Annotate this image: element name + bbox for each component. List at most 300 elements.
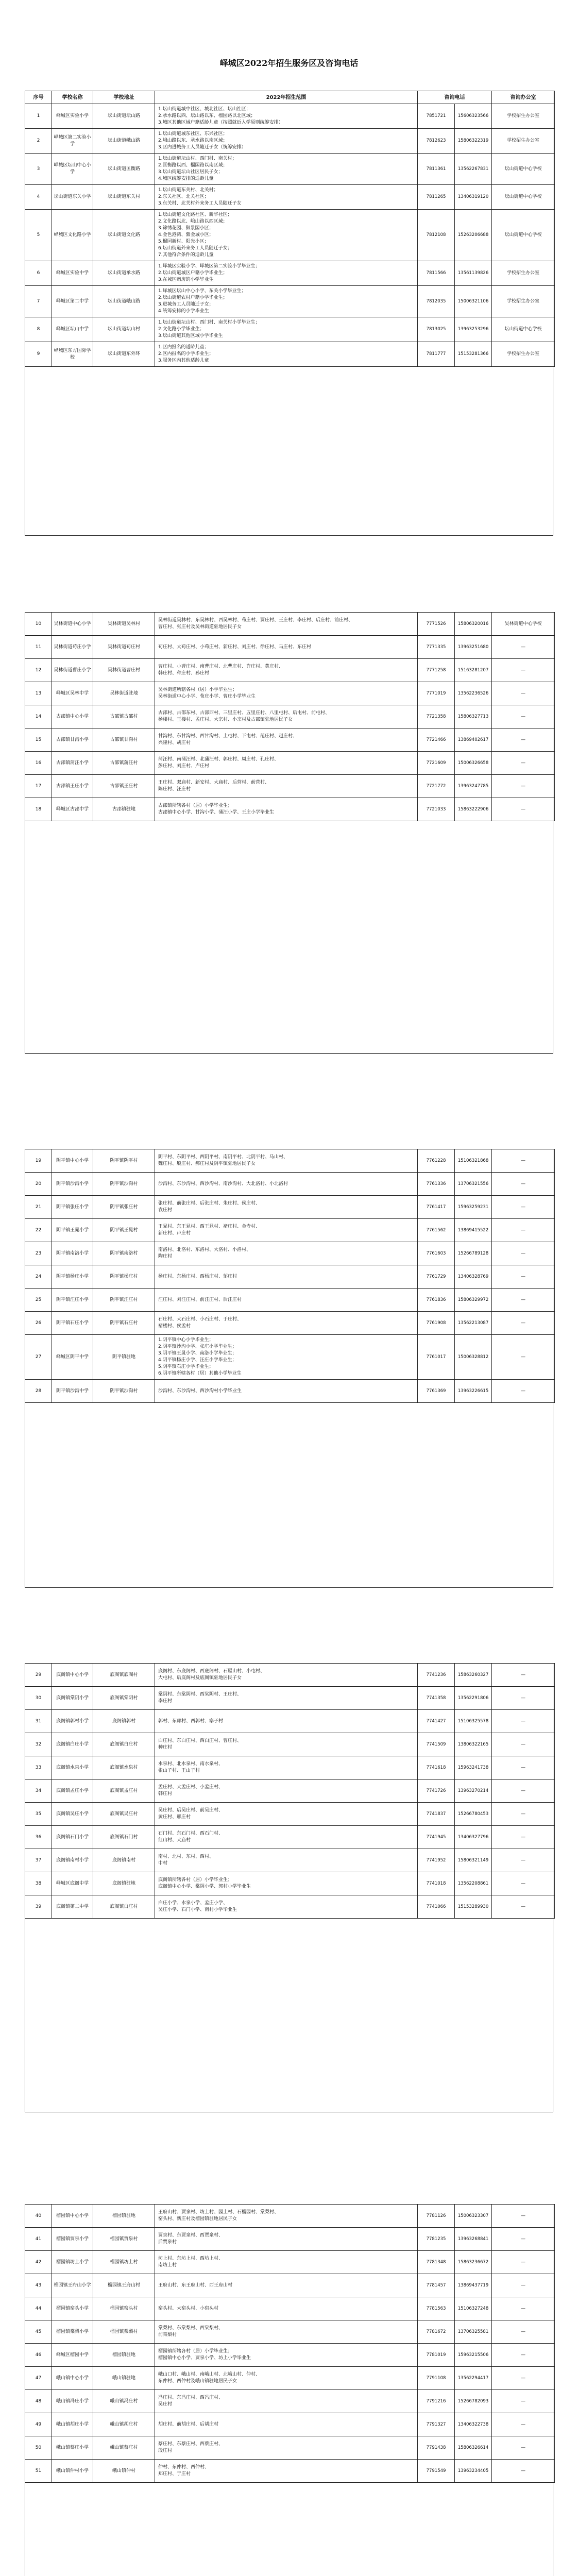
table-row	[25, 2436, 555, 2460]
phone-mobile: 15863260327	[455, 1664, 492, 1687]
row-number: 30	[25, 1687, 52, 1710]
table-row	[25, 659, 555, 682]
table-row	[25, 1687, 555, 1710]
table-row	[25, 1219, 555, 1242]
row-number: 44	[25, 2297, 52, 2320]
row-number: 23	[25, 1242, 52, 1265]
table-row	[25, 2344, 555, 2367]
school-address: 峨山镇胡庄村	[93, 2413, 155, 2436]
phone-mobile: 15606323566	[455, 104, 492, 129]
phone-landline: 7781126	[418, 2205, 455, 2228]
phone-landline: 7781019	[418, 2344, 455, 2367]
consult-office: —	[492, 2320, 555, 2344]
table-row	[25, 2251, 555, 2274]
consult-office: —	[492, 752, 555, 775]
page-4	[25, 1663, 553, 2112]
school-name: 峄城区坛山中学	[52, 317, 93, 342]
school-name: 峨山镇冯庄小学	[52, 2390, 93, 2413]
school-name: 阴平镇张庄小学	[52, 1196, 93, 1219]
row-number: 14	[25, 705, 52, 728]
phone-mobile: 13869437719	[455, 2274, 492, 2297]
phone-mobile: 15106327248	[455, 2297, 492, 2320]
table-row	[25, 154, 555, 185]
phone-mobile: 13562291806	[455, 1687, 492, 1710]
school-name: 底阁镇白庄小学	[52, 1733, 93, 1756]
phone-landline: 7761908	[418, 1312, 455, 1335]
school-address: 吴林街道曹庄村	[93, 659, 155, 682]
school-name: 峄城区榴园中学	[52, 2344, 93, 2367]
consult-office: —	[492, 2205, 555, 2228]
phone-mobile: 13963226615	[455, 1380, 492, 1403]
row-number: 3	[25, 154, 52, 185]
phone-mobile: 15806327713	[455, 705, 492, 728]
phone-landline: 7741618	[418, 1756, 455, 1780]
table-row	[25, 1196, 555, 1219]
table-row	[25, 1780, 555, 1803]
table-row	[25, 1335, 555, 1380]
school-address: 底阁镇棠阴村	[93, 1687, 155, 1710]
phone-mobile: 13406322738	[455, 2413, 492, 2436]
school-name: 底阁镇郭村小学	[52, 1710, 93, 1733]
table-row	[25, 2228, 555, 2251]
school-address: 古邵镇甘沟村	[93, 728, 155, 752]
school-address: 榴园镇棠梨村	[93, 2320, 155, 2344]
phone-mobile: 15806321149	[455, 1849, 492, 1872]
consult-office: —	[492, 1826, 555, 1849]
row-number: 16	[25, 752, 52, 775]
school-name: 榴园镇坊上小学	[52, 2251, 93, 2274]
row-number: 51	[25, 2460, 52, 2483]
phone-mobile: 15863236672	[455, 2251, 492, 2274]
school-address: 阴平镇杨庄村	[93, 1265, 155, 1289]
table-row	[25, 1380, 555, 1403]
consult-office: —	[492, 1219, 555, 1242]
row-number: 8	[25, 317, 52, 342]
school-name: 阴平镇中心小学	[52, 1149, 93, 1173]
enrollment-range: 峨山口村、峨山村、南峨山村、北峨山村、仲村、 东仲村、西仲村及峨山镇驻地居民子女	[155, 2367, 418, 2390]
school-address: 坛山街道匡衡路	[93, 154, 155, 185]
enrollment-range: 杨庄村、东杨庄村、西杨庄村、邹庄村	[155, 1265, 418, 1289]
phone-landline: 7741726	[418, 1780, 455, 1803]
row-number: 29	[25, 1664, 52, 1687]
enrollment-range: 1.坛山街道文化路社区、新华社区； 2.文化路以北、峨山路以西区域； 3.锦绣花园、御景园小区； 4.金色港湾、紫金城小区； 5.榴园新村、阳光小区； 6.坛山街道外来务工人员随迁子女； 7.其他符合条件的适龄儿童	[155, 210, 418, 261]
consult-office: —	[492, 1756, 555, 1780]
school-name: 底阁镇第二中学	[52, 1895, 93, 1919]
enrollment-range: 冯庄村、东冯庄村、西冯庄村、 吴庄村	[155, 2390, 418, 2413]
school-name: 峨山镇中心小学	[52, 2367, 93, 2390]
phone-landline: 7811566	[418, 261, 455, 286]
phone-landline: 7812035	[418, 286, 455, 317]
enrollment-range: 白庄小学、水泉小学、孟庄小学、 吴庄小学、石门小学、南村小学毕业生	[155, 1895, 418, 1919]
row-number: 18	[25, 798, 52, 821]
row-number: 1	[25, 104, 52, 129]
enrollment-range: 孟庄村、大孟庄村、小孟庄村、 韩庄村	[155, 1780, 418, 1803]
consult-office: —	[492, 705, 555, 728]
consult-office: —	[492, 1173, 555, 1196]
enrollment-range: 古邵村、古邵东村、古邵西村、三里庄村、五里庄村、八里屯村、后屯村、前屯村、 杨楼村、王楼村、孟庄村、大宗村、小宗村及古邵镇驻地居民子女	[155, 705, 418, 728]
phone-landline: 7741952	[418, 1849, 455, 1872]
phone-landline: 7721609	[418, 752, 455, 775]
phone-mobile: 15006326658	[455, 752, 492, 775]
phone-mobile: 15266789128	[455, 1242, 492, 1265]
enrollment-range: 王府山村、东王府山村、西王府山村	[155, 2274, 418, 2297]
enrollment-table	[25, 91, 555, 367]
table-row	[25, 1849, 555, 1872]
row-number: 15	[25, 728, 52, 752]
consult-office: —	[492, 1780, 555, 1803]
enrollment-range: 1.峄城区实验小学、峄城区第二实验小学毕业生； 2.坛山街道城区户籍小学毕业生； 3.在城区购房的小学毕业生	[155, 261, 418, 286]
row-number: 21	[25, 1196, 52, 1219]
school-name: 底阁镇石门小学	[52, 1826, 93, 1849]
table-row	[25, 104, 555, 129]
school-address: 榴园镇驻地	[93, 2344, 155, 2367]
header-office: 咨询办公室	[492, 91, 555, 104]
phone-landline: 7811265	[418, 185, 455, 210]
enrollment-range: 底阁镇所辖各村（居）小学毕业生； 底阁镇中心小学、棠阴小学、郭村小学毕业生	[155, 1872, 418, 1895]
school-address: 坛山街道峨山路	[93, 129, 155, 154]
row-number: 9	[25, 342, 52, 367]
row-number: 45	[25, 2320, 52, 2344]
table-header-row	[25, 91, 555, 104]
header-school-name: 学校名称	[52, 91, 93, 104]
enrollment-range: 蒲汪村、南蒲汪村、北蒲汪村、郭庄村、周庄村、孔庄村、 彭庄村、刘庄村、卢庄村	[155, 752, 418, 775]
enrollment-range: 汪庄村、刘汪庄村、前汪庄村、后汪庄村	[155, 1289, 418, 1312]
enrollment-range: 吴庄村、后吴庄村、前吴庄村、 黄庄村、邢庄村	[155, 1803, 418, 1826]
consult-office: —	[492, 2344, 555, 2367]
school-name: 阴平镇沙沟中学	[52, 1380, 93, 1403]
consult-office: —	[492, 1265, 555, 1289]
school-name: 峄城区文化路小学	[52, 210, 93, 261]
school-name: 榴园镇棠梨小学	[52, 2320, 93, 2344]
enrollment-range: 棠梨村、东棠梨村、西棠梨村、 前棠梨村	[155, 2320, 418, 2344]
row-number: 39	[25, 1895, 52, 1919]
enrollment-table	[25, 2204, 555, 2483]
school-name: 榴园镇中心小学	[52, 2205, 93, 2228]
phone-landline: 7791108	[418, 2367, 455, 2390]
consult-office: —	[492, 2436, 555, 2460]
consult-office: —	[492, 1196, 555, 1219]
consult-office: —	[492, 798, 555, 821]
table-row	[25, 1872, 555, 1895]
school-address: 峨山镇仲村	[93, 2460, 155, 2483]
row-number: 4	[25, 185, 52, 210]
row-number: 22	[25, 1219, 52, 1242]
consult-office: —	[492, 1733, 555, 1756]
school-name: 古邵镇王庄小学	[52, 775, 93, 798]
row-number: 32	[25, 1733, 52, 1756]
enrollment-table	[25, 612, 555, 821]
phone-mobile: 15806329972	[455, 1289, 492, 1312]
enrollment-range: 窑头村、大窑头村、小窑头村	[155, 2297, 418, 2320]
enrollment-range: 贾泉村、东贾泉村、西贾泉村、 后贾泉村	[155, 2228, 418, 2251]
phone-mobile: 13706321556	[455, 1173, 492, 1196]
school-name: 榴园镇王府山小学	[52, 2274, 93, 2297]
row-number: 10	[25, 613, 52, 636]
phone-landline: 7741945	[418, 1826, 455, 1849]
consult-office: —	[492, 636, 555, 659]
school-address: 阴平镇石庄村	[93, 1312, 155, 1335]
enrollment-range: 底阁村、东底阁村、西底阁村、石屋山村、小屯村、 大屯村、后底阁村及底阁镇驻地居民子女	[155, 1664, 418, 1687]
enrollment-range: 石庄村、大石庄村、小石庄村、于庄村、 褚楼村、侯孟村	[155, 1312, 418, 1335]
row-number: 17	[25, 775, 52, 798]
phone-landline: 7741427	[418, 1710, 455, 1733]
phone-mobile: 13963253296	[455, 317, 492, 342]
school-name: 阴平镇王晁小学	[52, 1219, 93, 1242]
enrollment-range: 1.坛山街道东关村、北关村； 2.东关社区、北关社区； 3.东关村、北关村外来务工人员随迁子女	[155, 185, 418, 210]
phone-mobile: 13963247785	[455, 775, 492, 798]
phone-landline: 7791216	[418, 2390, 455, 2413]
enrollment-range: 棠阴村、东棠阴村、西棠阴村、王庄村、 李庄村	[155, 1687, 418, 1710]
school-name: 峨山镇胡庄小学	[52, 2413, 93, 2436]
phone-mobile: 13963270214	[455, 1780, 492, 1803]
phone-landline: 7741018	[418, 1872, 455, 1895]
phone-mobile: 13562236526	[455, 682, 492, 705]
school-name: 峄城区吴林中学	[52, 682, 93, 705]
school-address: 底阁镇郭村	[93, 1710, 155, 1733]
phone-mobile: 15863222906	[455, 798, 492, 821]
table-row	[25, 1289, 555, 1312]
school-address: 底阁镇白庄村	[93, 1733, 155, 1756]
phone-mobile: 13406319120	[455, 185, 492, 210]
row-number: 24	[25, 1265, 52, 1289]
school-name: 古邵镇蒲汪小学	[52, 752, 93, 775]
consult-office: 学校招生办公室	[492, 342, 555, 367]
school-name: 峨山镇蔡庄小学	[52, 2436, 93, 2460]
enrollment-range: 吴林街道吴林村、东吴林村、西吴林村、荀庄村、贾庄村、王庄村、李庄村、后庄村、前庄村、 曹庄村、张庄村及吴林街道驻地居民子女	[155, 613, 418, 636]
table-row	[25, 2320, 555, 2344]
table-row	[25, 1664, 555, 1687]
enrollment-range: 沙沟村、东沙沟村、西沙沟村、南沙沟村、大北洛村、小北洛村	[155, 1173, 418, 1196]
phone-landline: 7781348	[418, 2251, 455, 2274]
phone-landline: 7741358	[418, 1687, 455, 1710]
school-address: 底阁镇南村	[93, 1849, 155, 1872]
school-name: 峄城区东方国际学校	[52, 342, 93, 367]
consult-office: 坛山街道中心学校	[492, 317, 555, 342]
phone-landline: 7721358	[418, 705, 455, 728]
enrollment-range: 沙沟村、东沙沟村、西沙沟村小学毕业生	[155, 1380, 418, 1403]
school-address: 古邵镇王庄村	[93, 775, 155, 798]
row-number: 26	[25, 1312, 52, 1335]
school-name: 底阁镇水泉小学	[52, 1756, 93, 1780]
page-5	[25, 2204, 553, 2576]
phone-landline: 7771019	[418, 682, 455, 705]
table-row	[25, 636, 555, 659]
phone-landline: 7813025	[418, 317, 455, 342]
enrollment-range: 胡庄村、前胡庄村、后胡庄村	[155, 2413, 418, 2436]
phone-mobile: 15163281207	[455, 659, 492, 682]
consult-office: —	[492, 1289, 555, 1312]
enrollment-range: 甘沟村、东甘沟村、西甘沟村、上屯村、下屯村、范庄村、赵庄村、 兴隆村、胡庄村	[155, 728, 418, 752]
phone-landline: 7741066	[418, 1895, 455, 1919]
phone-mobile: 13706325581	[455, 2320, 492, 2344]
phone-landline: 7812108	[418, 210, 455, 261]
phone-mobile: 15266782093	[455, 2390, 492, 2413]
school-address: 峨山镇冯庄村	[93, 2390, 155, 2413]
row-number: 43	[25, 2274, 52, 2297]
table-row	[25, 1895, 555, 1919]
consult-office: —	[492, 1872, 555, 1895]
school-address: 峨山镇蔡庄村	[93, 2436, 155, 2460]
enrollment-range: 仲村、东仲村、西仲村、 郑庄村、于庄村	[155, 2460, 418, 2483]
table-row	[25, 210, 555, 261]
phone-mobile: 13562208861	[455, 1872, 492, 1895]
consult-office: —	[492, 2274, 555, 2297]
table-body	[25, 2205, 555, 2483]
school-address: 坛山街道峨山路	[93, 286, 155, 317]
phone-mobile: 15153289930	[455, 1895, 492, 1919]
phone-mobile: 15963241738	[455, 1756, 492, 1780]
table-row	[25, 728, 555, 752]
row-number: 40	[25, 2205, 52, 2228]
phone-landline: 7791438	[418, 2436, 455, 2460]
enrollment-range: 蔡庄村、东蔡庄村、西蔡庄村、 段庄村	[155, 2436, 418, 2460]
consult-office: —	[492, 1710, 555, 1733]
table-row	[25, 1312, 555, 1335]
page-2	[25, 612, 553, 1054]
consult-office: —	[492, 1242, 555, 1265]
table-row	[25, 1710, 555, 1733]
document-title: 峄城区2022年招生服务区及咨询电话	[219, 58, 359, 68]
page-1	[25, 91, 553, 536]
enrollment-range: 1.区内报名的适龄儿童； 2.区内报名的小学毕业生； 3.服务区内其他适龄儿童	[155, 342, 418, 367]
table-row	[25, 1149, 555, 1173]
row-number: 6	[25, 261, 52, 286]
consult-office: 坛山街道中心学校	[492, 210, 555, 261]
phone-landline: 7761017	[418, 1335, 455, 1380]
enrollment-range: 郭村、东郭村、西郭村、寨子村	[155, 1710, 418, 1733]
row-number: 12	[25, 659, 52, 682]
enrollment-range: 榴园镇所辖各村（居）小学毕业生； 榴园镇中心小学、贾泉小学、坊上小学毕业生	[155, 2344, 418, 2367]
phone-mobile: 15806326614	[455, 2436, 492, 2460]
school-name: 吴林街道中心小学	[52, 613, 93, 636]
enrollment-range: 水泉村、北水泉村、南水泉村、 张山子村、王山子村	[155, 1756, 418, 1780]
enrollment-range: 南村、北村、东村、西村、 中村	[155, 1849, 418, 1872]
school-address: 底阁镇白庄村	[93, 1895, 155, 1919]
enrollment-range: 荀庄村、大荀庄村、小荀庄村、新庄村、刘庄村、徐庄村、马庄村、东庄村	[155, 636, 418, 659]
school-address: 阴平镇汪庄村	[93, 1289, 155, 1312]
enrollment-range: 1.坛山街道坛山村、西门村、南关村小学毕业生； 2.文化路小学毕业生； 3.坛山街道其他区域小学毕业生	[155, 317, 418, 342]
phone-mobile: 15263206688	[455, 210, 492, 261]
phone-landline: 7771526	[418, 613, 455, 636]
consult-office: —	[492, 728, 555, 752]
school-name: 峄城区实验中学	[52, 261, 93, 286]
school-address: 阴平镇沙沟村	[93, 1173, 155, 1196]
school-name: 底阁镇南村小学	[52, 1849, 93, 1872]
school-name: 阴平镇沙沟小学	[52, 1173, 93, 1196]
school-address: 阴平镇阴平村	[93, 1149, 155, 1173]
table-row	[25, 613, 555, 636]
enrollment-range: 王庄村、双庙村、新安村、大庙村、后营村、前营村、 陈庄村、汪庄村	[155, 775, 418, 798]
row-number: 38	[25, 1872, 52, 1895]
school-address: 古邵镇古邵村	[93, 705, 155, 728]
school-address: 榴园镇贾泉村	[93, 2228, 155, 2251]
table-body	[25, 613, 555, 821]
school-name: 榴园镇窑头小学	[52, 2297, 93, 2320]
enrollment-range: 1.坛山街道坛山村、西门村、南关村； 2.匡衡路以西、榴园路以南区域； 3.坛山街道坛山社区居民子女； 4.城区统筹安排的适龄儿童	[155, 154, 418, 185]
row-number: 37	[25, 1849, 52, 1872]
row-number: 41	[25, 2228, 52, 2251]
enrollment-range: 坊上村、东坊上村、西坊上村、 南坊上村	[155, 2251, 418, 2274]
phone-landline: 7761417	[418, 1196, 455, 1219]
table-row	[25, 286, 555, 317]
row-number: 2	[25, 129, 52, 154]
school-address: 吴林街道吴林村	[93, 613, 155, 636]
school-address: 榴园镇坊上村	[93, 2251, 155, 2274]
school-address: 坛山街道承水路	[93, 261, 155, 286]
phone-mobile: 15106325578	[455, 1710, 492, 1733]
table-row	[25, 2274, 555, 2297]
table-row	[25, 752, 555, 775]
consult-office: —	[492, 1687, 555, 1710]
phone-mobile: 13562294417	[455, 2367, 492, 2390]
row-number: 42	[25, 2251, 52, 2274]
phone-mobile: 13963234405	[455, 2460, 492, 2483]
consult-office: —	[492, 1149, 555, 1173]
phone-landline: 7791327	[418, 2413, 455, 2436]
phone-mobile: 13562267831	[455, 154, 492, 185]
phone-landline: 7761836	[418, 1289, 455, 1312]
enrollment-range: 1.坛山街道城东社区、东兴社区； 2.峨山路以东、承水路以南区域； 3.区内进城务工人员随迁子女（统筹安排）	[155, 129, 418, 154]
school-address: 峨山镇驻地	[93, 2367, 155, 2390]
phone-mobile: 13806322165	[455, 1733, 492, 1756]
enrollment-range: 王府山村、贾泉村、坊上村、园上村、石榴园村、棠梨村、 窑头村、新庄村及榴园镇驻地居民子女	[155, 2205, 418, 2228]
phone-landline: 7771335	[418, 636, 455, 659]
school-name: 阴平镇石庄小学	[52, 1312, 93, 1335]
enrollment-range: 王晁村、东王晁村、西王晁村、褚庄村、金寺村、 新庄村、卢庄村	[155, 1219, 418, 1242]
consult-office: —	[492, 1803, 555, 1826]
phone-mobile: 13561139826	[455, 261, 492, 286]
enrollment-table	[25, 1149, 555, 1403]
school-name: 底阁镇中心小学	[52, 1664, 93, 1687]
table-row	[25, 2205, 555, 2228]
enrollment-range: 南洛村、北洛村、东洛村、大洛村、小洛村、 陶庄村	[155, 1242, 418, 1265]
phone-landline: 7761369	[418, 1380, 455, 1403]
table-row	[25, 1265, 555, 1289]
school-address: 坛山街道文化路	[93, 210, 155, 261]
school-address: 坛山街道坛山村	[93, 317, 155, 342]
enrollment-range: 白庄村、东白庄村、西白庄村、曹庄村、 种庄村	[155, 1733, 418, 1756]
school-name: 阴平镇汪庄小学	[52, 1289, 93, 1312]
consult-office: 学校招生办公室	[492, 286, 555, 317]
table-row	[25, 1173, 555, 1196]
consult-office: —	[492, 1380, 555, 1403]
school-address: 吴林街道驻地	[93, 682, 155, 705]
school-name: 吴林街道曹庄小学	[52, 659, 93, 682]
phone-landline: 7761228	[418, 1149, 455, 1173]
phone-landline: 7791549	[418, 2460, 455, 2483]
consult-office: —	[492, 775, 555, 798]
school-name: 吴林街道荀庄小学	[52, 636, 93, 659]
school-address: 坛山街道东外环	[93, 342, 155, 367]
row-number: 28	[25, 1380, 52, 1403]
consult-office: —	[492, 1335, 555, 1380]
consult-office: —	[492, 2413, 555, 2436]
phone-landline: 7721772	[418, 775, 455, 798]
table-row	[25, 682, 555, 705]
table-row	[25, 1756, 555, 1780]
row-number: 31	[25, 1710, 52, 1733]
phone-mobile: 15806320016	[455, 613, 492, 636]
consult-office: —	[492, 2228, 555, 2251]
row-number: 48	[25, 2390, 52, 2413]
table-row	[25, 2460, 555, 2483]
enrollment-range: 曹庄村、小曹庄村、南曹庄村、北曹庄村、许庄村、黄庄村、 韩庄村、种庄村、孙庄村	[155, 659, 418, 682]
table-row	[25, 2367, 555, 2390]
table-body	[25, 1664, 555, 1919]
consult-office: 学校招生办公室	[492, 104, 555, 129]
school-address: 阴平镇沙沟村	[93, 1380, 155, 1403]
school-address: 榴园镇驻地	[93, 2205, 155, 2228]
